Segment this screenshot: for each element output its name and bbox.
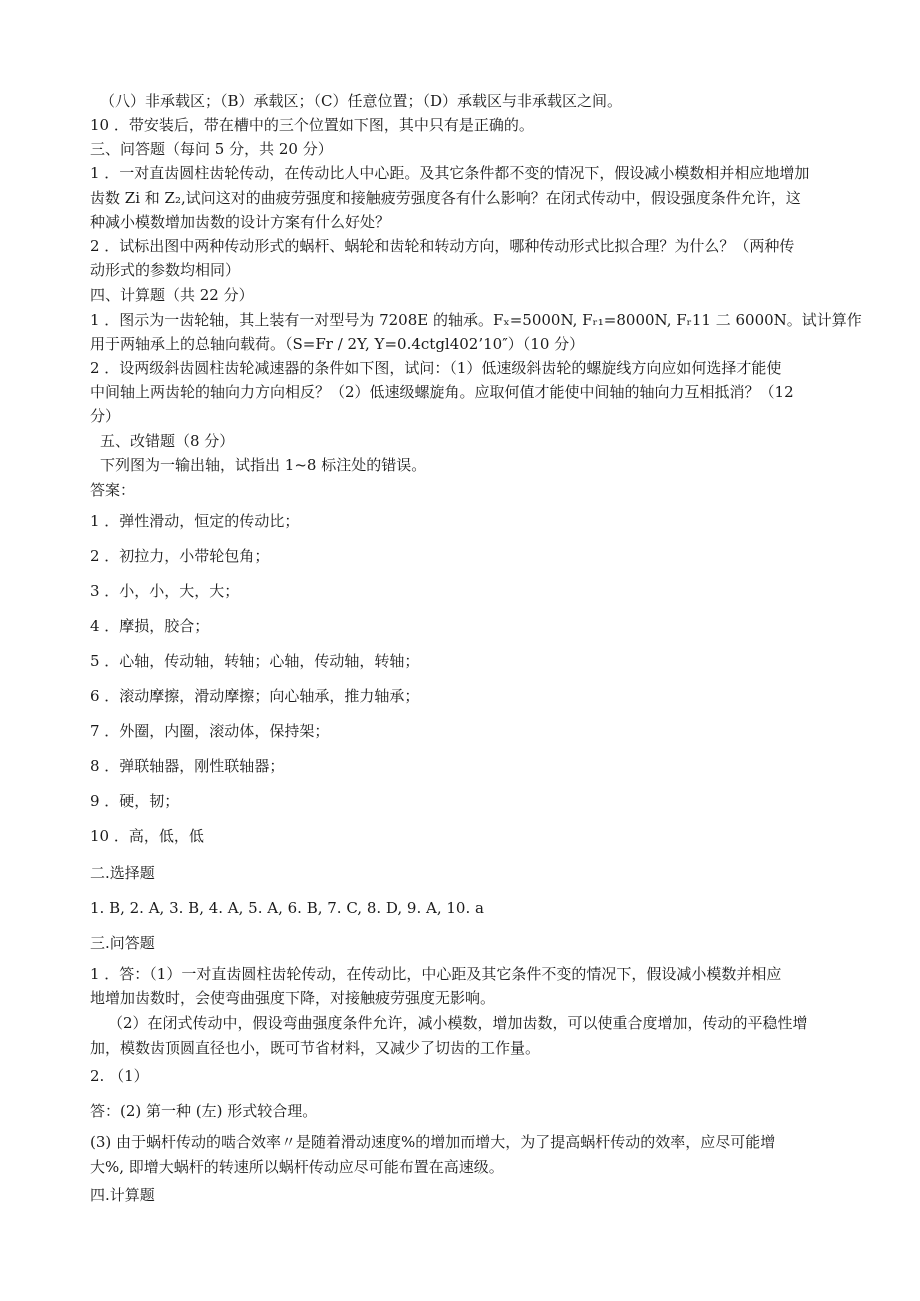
answer-item: 8 ．弹联轴器，刚性联轴器； <box>90 757 285 775</box>
section-heading: 四、计算题（共 22 分） <box>90 286 254 304</box>
text-line: 地增加齿数时，会使弯曲强度下降，对接触疲劳强度无影响。 <box>90 989 496 1007</box>
text-line: 1 ．图示为一齿轮轴，其上装有一对型号为 7208E 的轴承。Fₓ=5000N, Fᵣ₁=8000N, Fᵣ11 二 6000N。试计算作 <box>90 311 862 329</box>
section-heading: 五、改错题（8 分） <box>100 432 235 450</box>
text-line: 1 ．一对直齿圆柱齿轮传动，在传动比人中心距。及其它条件都不变的情况下，假设减小模数相并相应地增加 <box>90 164 810 182</box>
answer-item: 答：(2) 第一种 (左) 形式较合理。 <box>90 1102 318 1120</box>
text-line: 动形式的参数均相同） <box>90 261 241 279</box>
answer-item: 7 ．外圈，内圈，滚动体，保持架； <box>90 722 330 740</box>
text-line: (3) 由于蜗杆传动的啮合效率〃是随着滑动速度%的增加而增大，为了提高蜗杆传动的效率，应尽可能增 <box>90 1133 776 1151</box>
answer-item: 5 ．心轴，传动轴，转轴；心轴，传动轴，转轴； <box>90 652 420 670</box>
text-line: （八）非承载区；（B）承载区；（C）任意位置；（D）承载区与非承载区之间。 <box>100 92 623 110</box>
text-line: 下列图为一输出轴，试指出 1~8 标注处的错误。 <box>100 456 427 474</box>
text-line: 2 ．设两级斜齿圆柱齿轮减速器的条件如下图，试问：（1）低速级斜齿轮的螺旋线方向应如何选择才能使 <box>90 359 782 377</box>
answer-item: 10 ．高，低，低 <box>90 827 204 845</box>
section-heading: 四.计算题 <box>90 1186 155 1204</box>
section-heading: 三.问答题 <box>90 934 155 952</box>
answer-item: 1 ．弹性滑动，恒定的传动比； <box>90 512 300 530</box>
text-line: 分） <box>90 407 121 425</box>
section-heading: 三、问答题（每问 5 分，共 20 分） <box>90 140 333 158</box>
section-heading: 二.选择题 <box>90 864 155 882</box>
answer-item: 1 ．答：（1）一对直齿圆柱齿轮传动，在传动比，中心距及其它条件不变的情况下，假设减小模数并相应 <box>90 965 782 983</box>
answer-item: 2 ．初拉力，小带轮包角； <box>90 547 270 565</box>
answer-item: 2. （1） <box>90 1067 149 1085</box>
text-line: 用于两轴承上的总轴向载荷。（S=Fr / 2Y, Y=0.4ctgl402’10″）（10 分） <box>90 335 585 353</box>
text-line: 齿数 Zi 和 Z₂,试问这对的曲疲劳强度和接触疲劳强度各有什么影响？在闭式传动中，假设强度条件允许，这 <box>90 189 801 207</box>
answer-item: 1. B, 2. A, 3. B, 4. A, 5. A, 6. B, 7. C, 8. D, 9. A, 10. a <box>90 899 484 917</box>
answers-heading: 答案： <box>90 481 136 499</box>
text-line: （2）在闭式传动中，假设弯曲强度条件允许，减小模数，增加齿数，可以使重合度增加，传动的平稳性增 <box>108 1014 808 1032</box>
text-line: 种减小模数增加齿数的设计方案有什么好处？ <box>90 213 391 231</box>
answer-item: 6 ．滚动摩擦，滑动摩擦；向心轴承，推力轴承； <box>90 687 420 705</box>
answer-item: 9 ．硬，韧； <box>90 792 180 810</box>
text-line: 中间轴上两齿轮的轴向力方向相反？（2）低速级螺旋角。应取何值才能使中间轴的轴向力互相抵消？（12 <box>90 383 794 401</box>
answer-item: 4 ．摩损，胶合； <box>90 617 210 635</box>
text-line: 10 ．带安装后，带在槽中的三个位置如下图，其中只有是正确的。 <box>90 116 534 134</box>
text-line: 大%, 即增大蜗杆的转速所以蜗杆传动应尽可能布置在高速级。 <box>90 1158 504 1176</box>
answer-item: 3 ．小，小，大，大； <box>90 582 240 600</box>
text-line: 2 ．试标出图中两种传动形式的蜗杆、蜗轮和齿轮和转动方向，哪种传动形式比拟合理？为什么？（两种传 <box>90 237 795 255</box>
text-line: 加，模数齿顶圆直径也小，既可节省材料，又减少了切齿的工作量。 <box>90 1039 541 1057</box>
